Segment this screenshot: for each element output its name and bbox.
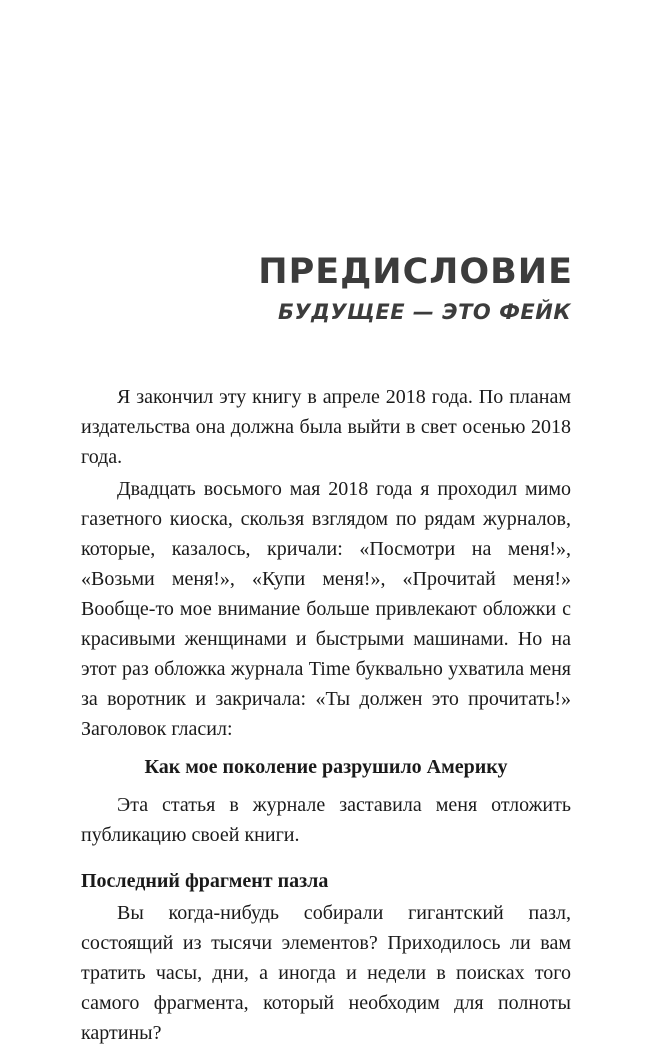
paragraph: Двадцать восьмого мая 2018 года я проходил мимо газетного киоска, скользя взглядом по рядам журналов, которые, казалось, кричали: «Посмотри на меня!», «Возьми меня!», «Купи меня!», «Прочитай меня!» Вообще-то мое внимание больше привлекают обложки с красивыми женщинами и быстрыми машинами. Но на этот раз обложка журнала Time буквально ухватила меня за воротник и закричала: «Ты должен это прочитать!» Заголовок гласил: [81, 478, 571, 740]
paragraph: Эта статья в журнале заставила меня отложить публикацию своей книги. [81, 794, 571, 846]
section-heading: Последний фрагмент пазла [81, 870, 329, 892]
body-text [81, 382, 571, 1048]
paragraph: Вы когда-нибудь собирали гигантский пазл, состоящий из тысячи элементов? Приходилось ли вам тратить часы, дни, а иногда и недели в поисках того самого фрагмента, который необходим для полноты картины? [81, 902, 571, 1044]
paragraph: Я закончил эту книгу в апреле 2018 года. По планам издательства она должна была выйти в свет осенью 2018 года. [81, 386, 571, 468]
chapter-subtitle: БУДУЩЕЕ — ЭТО ФЕЙК [277, 300, 571, 324]
chapter-title: ПРЕДИСЛОВИЕ [258, 252, 573, 292]
magazine-headline: Как мое поколение разрушило Америку [144, 756, 508, 778]
